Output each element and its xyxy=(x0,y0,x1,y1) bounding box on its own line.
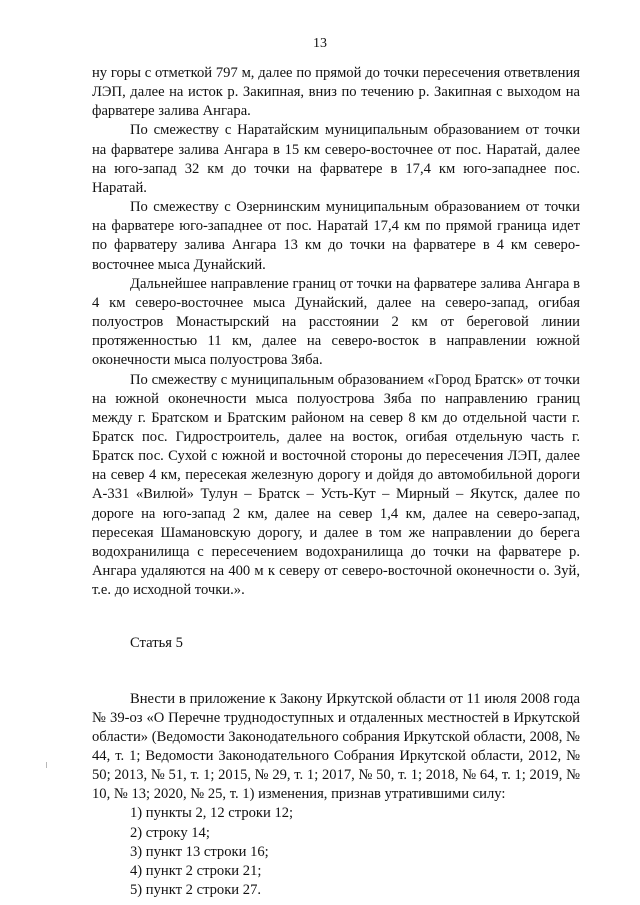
page-number: 13 xyxy=(313,36,327,51)
paragraph-continuation: ну горы с отметкой 797 м, далее по прямой до точки пересечения ответвления ЛЭП, далее на исток р. Закипная, вниз по течению р. Закипная с выходом на фарватере залива Ангара. xyxy=(92,65,580,120)
list-item: 4) пункт 2 строки 21; xyxy=(130,862,262,879)
document-body xyxy=(92,64,580,900)
repealed-items-list xyxy=(92,804,580,900)
paragraph-naratai-boundary: По смежеству с Наратайским муниципальным образованием от точки на фарватере залива Ангара в 15 км северо-восточнее от пос. Наратай, далее на юго-запад 32 км до точки на фарватере в 17,4 км юго-западнее пос. Наратай. xyxy=(92,122,580,196)
list-item: 2) строку 14; xyxy=(130,824,210,841)
scan-margin-mark xyxy=(46,762,47,768)
paragraph-bratsk-boundary: По смежеству с муниципальным образованием «Город Братск» от точки на южной оконечности мыса полуострова Зяба по направлению границ между г. Братском и Братским районом на север 8 км до отдельной части г. Братск пос. Гидростроитель, далее на восток, огибая отдельную часть г. Братск пос. Сухой с южной и восточной стороны до пересечения ЛЭП, далее на север 4 км, пересекая железную дорогу и дойдя до автомобильной дороги А-331 «Вилюй» Тулун – Братск – Усть-Кут – Мирный – Якутск, далее по дороге на юго-запад 2 км, далее на север 1,4 км, далее на северо-запад, пересекая Шамановскую дорогу, и далее в том же направлении до берега водохранилища с пересечением водохранилища до точки на фарватере р. Ангара удаляются на 400 м к северу от северо-восточной оконечности о. Зуй, т.е. до исходной точки.». xyxy=(92,371,580,599)
list-item: 1) пункты 2, 12 строки 12; xyxy=(130,805,294,822)
article-heading: Статья 5 xyxy=(130,635,183,652)
paragraph-further-boundary: Дальнейшее направление границ от точки на фарватере залива Ангара в 4 км северо-восточнее мыса Дунайский, далее на северо-запад, огибая полуостров Монастырский на расстоянии 2 км от береговой линии протяженностью 11 км, далее на северо-восток в направлении южной оконечности мыса полуострова Зяба. xyxy=(92,275,580,369)
article-paragraph: Внести в приложение к Закону Иркутской области от 11 июля 2008 года № 39-оз «О Перечне труднодоступных и отдаленных местностей в Иркутской области» (Ведомости Законодательного собрания Иркутской области, 2008, № 44, т. 1; Ведомости Законодательного Собрания Иркутской области, 2012, № 50; 2013, № 51, т. 1; 2015, № 29, т. 1; 2017, № 50, т. 1; 2018, № 64, т. 1; 2019, № 10, № 13; 2020, № 25, т. 1) изменения, признав утратившими силу: xyxy=(92,690,580,803)
list-item: 5) пункт 2 строки 27. xyxy=(130,882,262,899)
list-item: 3) пункт 13 строки 16; xyxy=(130,843,269,860)
paragraph-ozerninsk-boundary: По смежеству с Озернинским муниципальным образованием от точки на фарватере юго-западнее от пос. Наратай 17,4 км по прямой граница идет по фарватеру залива Ангара 13 км до точки на фарватере в 4 км северо-восточнее мыса Дунайский. xyxy=(92,199,580,273)
